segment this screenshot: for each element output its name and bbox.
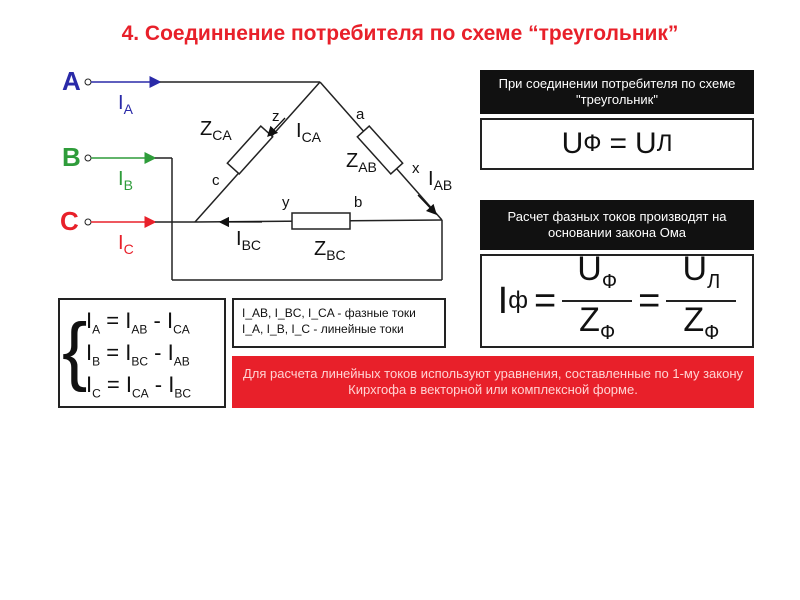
page-title: 4. Соединнение потребителя по схеме “треугольник” (121, 22, 679, 45)
definition-line-currents: I_A, I_B, I_C - линейные токи (242, 322, 404, 336)
impedance-bc-label: $Z_{BC}$ (314, 238, 346, 263)
kirchhoff-equations-box (58, 298, 226, 408)
phase-a-label: A (62, 66, 81, 96)
kirchhoff-note: Для расчета линейных токов используют уравнения, составленные по 1-му закону Кирхгофа в векторной или комплексной форме. (232, 356, 754, 408)
definition-phase-currents: I_AB, I_BC, I_CA - фазные токи (242, 306, 416, 320)
resistor-ca (227, 126, 272, 174)
terminal-a-label: a (356, 106, 365, 123)
resistor-bc (292, 213, 350, 229)
terminal-b-label: b (354, 194, 363, 211)
terminal-a (85, 79, 91, 85)
current-ic-label: $I_C$ (118, 232, 134, 257)
impedance-ab-label: $Z_{AB}$ (346, 150, 377, 175)
brace-icon: { (62, 308, 88, 393)
equation-row: $I_A = I_{AB} - I_{CA}$ (86, 308, 190, 337)
terminal-x-label: x (412, 160, 420, 177)
equation-row: $I_C = I_{CA} - I_{BC}$ (86, 372, 192, 401)
phase-c-label: C (60, 206, 79, 236)
phase-b-label: B (62, 142, 81, 172)
fraction-2: $\frac{U_Л}{Z_Ф}$ (666, 251, 736, 351)
current-definitions-box (232, 298, 446, 348)
terminal-c-label: c (212, 172, 220, 189)
ohm-formula-box: I ф = $\frac{U_Ф}{Z_Ф}$ = $\frac{U_Л}{Z_Ф}$ (480, 254, 754, 348)
voltage-formula-box: U Ф = U Л (480, 118, 754, 170)
current-ia-label: $I_A$ (118, 92, 133, 117)
current-ib-label: $I_B$ (118, 168, 133, 193)
terminal-b (85, 155, 91, 161)
fraction-1: $\frac{U_Ф}{Z_Ф}$ (562, 251, 632, 351)
impedance-ca-label: $Z_{CA}$ (200, 118, 232, 143)
terminal-z-label: z (272, 108, 280, 125)
terminal-y-label: y (282, 194, 290, 211)
current-ica-label: $I_{CA}$ (296, 120, 322, 145)
current-iab-label: $I_{AB}$ (428, 168, 453, 193)
info-header-ohm: Расчет фазных токов производят на основании закона Ома (480, 200, 754, 250)
terminal-c (85, 219, 91, 225)
info-header-voltage: При соединении потребителя по схеме "треугольник" (480, 70, 754, 114)
current-ibc-label: $I_{BC}$ (236, 228, 262, 253)
equation-row: $I_B = I_{BC} - I_{AB}$ (86, 340, 190, 369)
